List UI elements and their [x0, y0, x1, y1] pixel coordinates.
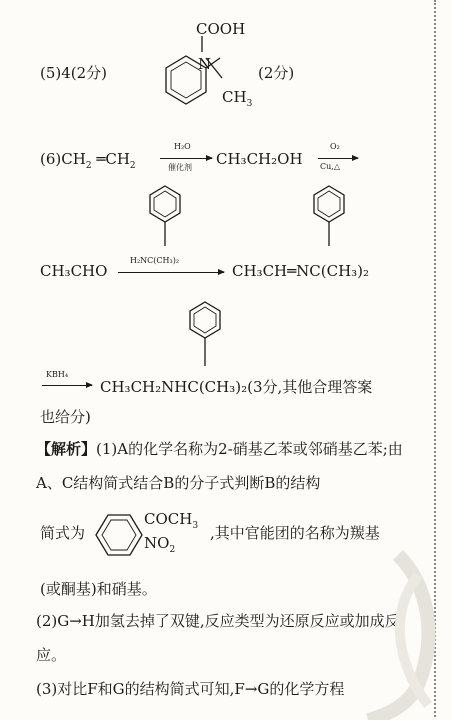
part5-cooh: COOH — [196, 20, 246, 38]
compound-b-benzene-ring — [90, 505, 150, 565]
arrow2-bottom-label: Cu,△ — [320, 162, 340, 171]
watermark-decoration — [358, 555, 438, 720]
reaction-arrow-3 — [118, 272, 224, 273]
part6-amine-continued: 也给分) — [40, 408, 91, 426]
compound-b-coch3: $COCH_3$ — [144, 510, 199, 531]
arrow1-top-label: H₂O — [174, 142, 191, 151]
arrow1-bottom-label: 催化剂 — [168, 163, 192, 172]
part6-ethanol: CH₃CH₂OH — [216, 150, 303, 168]
part5-ch3: $CH_3$ — [222, 88, 253, 109]
benzene-ring-amine — [180, 296, 230, 376]
benzene-ring-imine — [304, 180, 354, 260]
arrow4-top-label: KBH₄ — [46, 370, 69, 379]
part5-n: N — [198, 55, 212, 73]
reaction-arrow-2 — [318, 158, 358, 159]
arrow3-top-label: H₂NC(CH₃)₂ — [130, 256, 180, 265]
part6-amine: CH₃CH₂NHC(CH₃)₂(3分,其他合理答案 — [100, 378, 373, 396]
part6-ethylene: $(6)CH_2$ $═CH_2$ — [40, 150, 136, 171]
analysis-structure-prefix: 简式为 — [40, 524, 86, 542]
arrow2-top-label: O₂ — [330, 142, 340, 151]
analysis-paragraph-1: 【解析】(1)A的化学名称为2-硝基乙苯或邻硝基乙苯;由A、C结构简式结合B的分子式判断B的结构 — [36, 440, 403, 492]
analysis-paragraph-2: (2)G→H加氢去掉了双键,反应类型为还原反应或加成反应。 — [36, 612, 400, 664]
reaction-arrow-1 — [160, 158, 212, 159]
benzene-ring-reagent — [140, 180, 190, 260]
part6-acetaldehyde: CH₃CHO — [40, 262, 108, 280]
analysis-paragraph-1-end: (或酮基)和硝基。 — [40, 580, 157, 598]
part6-imine: CH₃CH═NC(CH₃)₂ — [232, 262, 370, 280]
analysis-paragraph-3: (3)对比F和G的结构简式可知,F→G的化学方程 — [36, 680, 345, 698]
analysis-structure-suffix: ,其中官能团的名称为羰基 — [210, 524, 380, 542]
part5-prefix: (5)4(2分) — [40, 64, 108, 82]
compound-b-no2: $NO_2$ — [144, 534, 176, 555]
reaction-arrow-4 — [42, 385, 92, 386]
part5-suffix: (2分) — [258, 64, 295, 82]
